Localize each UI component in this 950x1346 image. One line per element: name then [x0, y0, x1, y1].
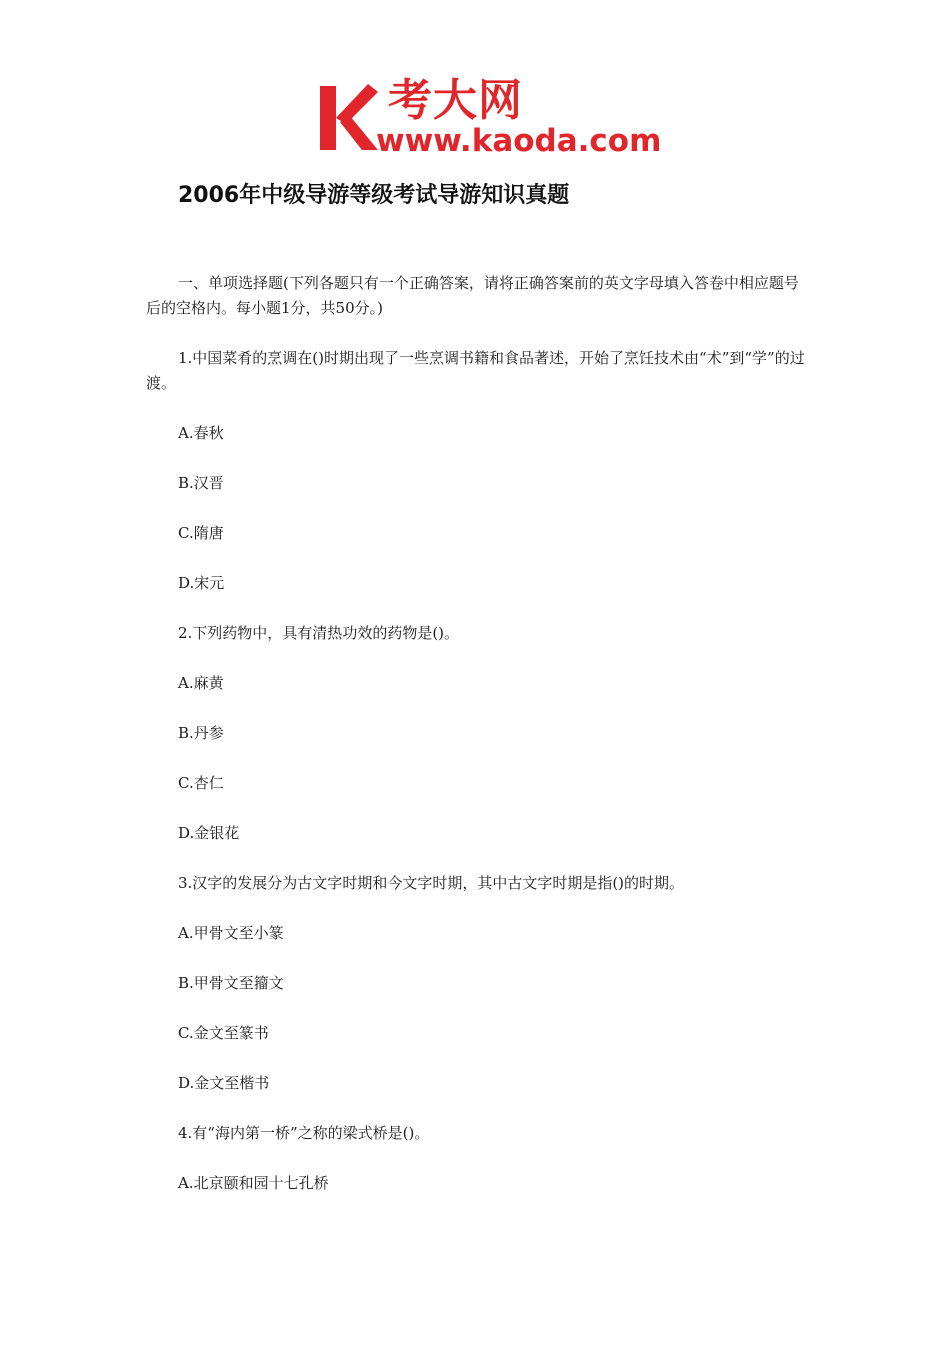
- question-2: 2.下列药物中，具有清热功效的药物是()。: [178, 624, 460, 642]
- question-2-option-c: C.杏仁: [178, 774, 224, 792]
- section-intro: 一、单项选择题(下列各题只有一个正确答案，请将正确答案前的英文字母填入答卷中相应题号后的空格内。每小题1分，共50分。): [146, 274, 799, 317]
- question-3-option-b: B.甲骨文至籀文: [178, 974, 284, 992]
- kaoda-logo: [316, 75, 662, 162]
- question-1: 1.中国菜肴的烹调在()时期出现了一些烹调书籍和食品著述，开始了烹饪技术由“术”到“学”的过渡。: [146, 349, 805, 392]
- logo-chinese-text: 考大网: [388, 75, 523, 126]
- question-2-option-d: D.金银花: [178, 824, 240, 842]
- question-3: 3.汉字的发展分为古文字时期和今文字时期，其中古文字时期是指()的时期。: [178, 874, 685, 892]
- question-2-option-b: B.丹参: [178, 724, 224, 742]
- question-3-option-d: D.金文至楷书: [178, 1074, 270, 1092]
- question-3-option-c: C.金文至篆书: [178, 1024, 269, 1042]
- logo-url-text: www.kaoda.com: [376, 123, 662, 159]
- page-title: 2006年中级导游等级考试导游知识真题: [178, 183, 570, 208]
- question-1-option-b: B.汉晋: [178, 474, 224, 492]
- question-4: 4.有“海内第一桥”之称的梁式桥是()。: [178, 1124, 430, 1142]
- question-3-option-a: A.甲骨文至小篆: [178, 924, 284, 942]
- question-1-option-d: D.宋元: [178, 574, 225, 592]
- question-2-option-a: A.麻黄: [178, 674, 224, 692]
- question-1-option-a: A.春秋: [178, 424, 224, 442]
- question-4-option-a: A.北京颐和园十七孔桥: [178, 1174, 329, 1192]
- question-1-option-c: C.隋唐: [178, 524, 224, 542]
